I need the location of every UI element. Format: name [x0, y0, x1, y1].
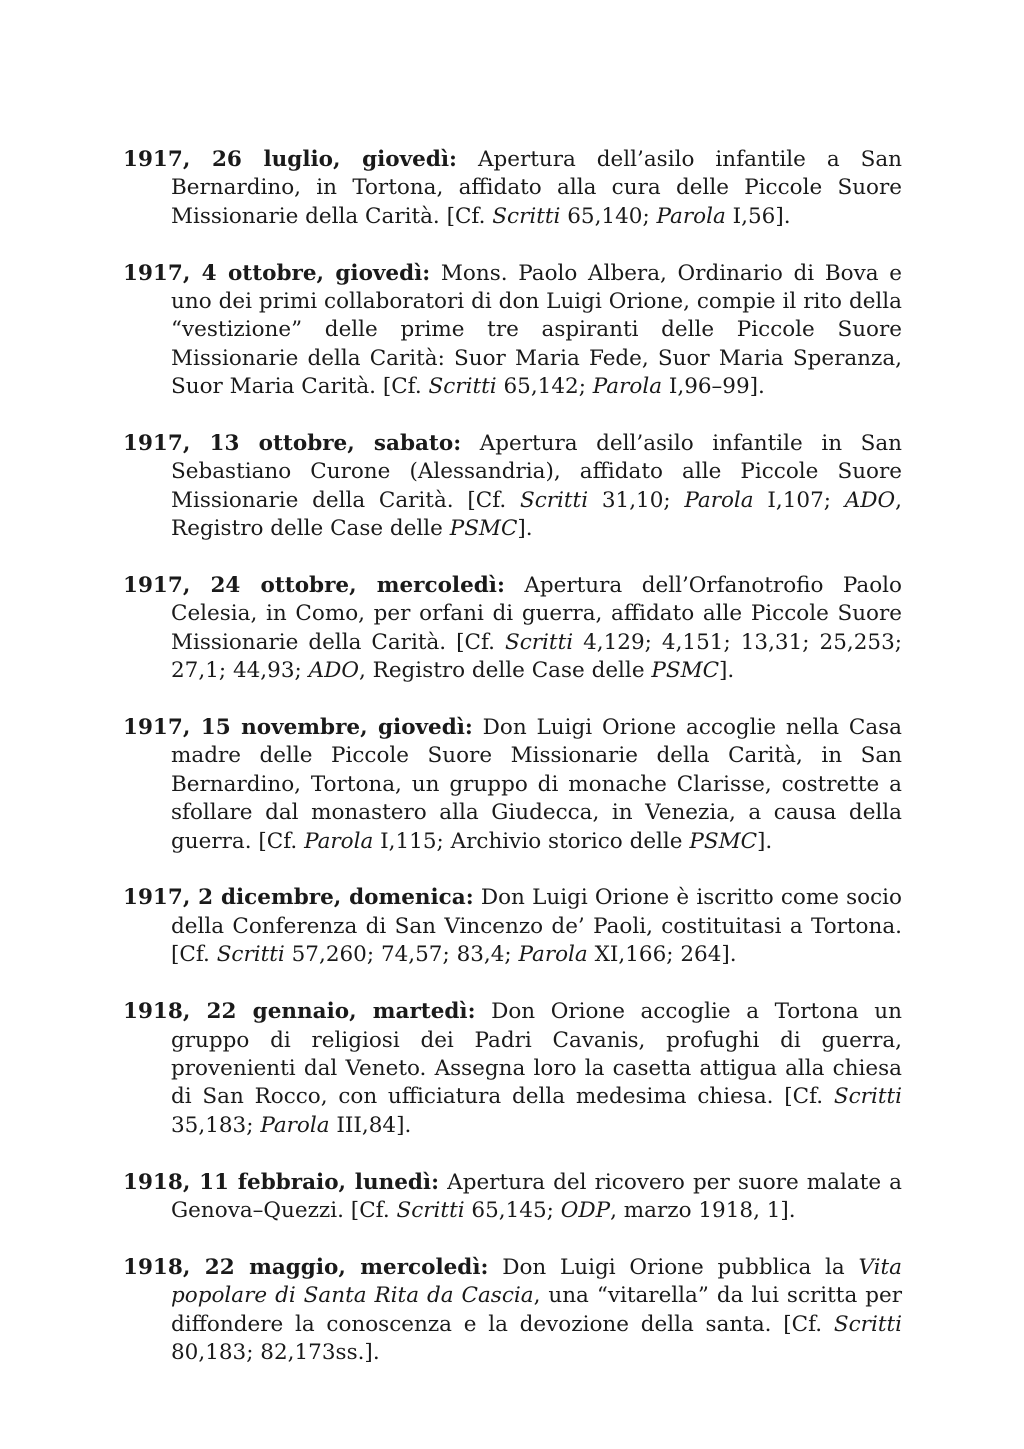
entry-date: 1917, 2 dicembre, domenica: [123, 885, 474, 911]
entry-date: 1917, 4 ottobre, giovedì: [123, 260, 431, 286]
entry-date: 1918, 22 gennaio, martedì: [123, 999, 476, 1025]
entry-text: Apertura dell’Orfanotrofio Paolo Celesia, in Como, per orfani di guerra, affidato alle Piccole Suore Missionarie della Carità. [Cf. [171, 573, 902, 655]
chronology-entry [123, 884, 902, 969]
entry-text: Apertura dell’asilo infantile a San Bernardino, in Tortona, affidato alla cura delle Piccole Suore Missionarie della Carità. [Cf. [171, 147, 903, 229]
entry-date: 1917, 24 ottobre, mercoledì: [123, 573, 505, 599]
entry-text: 35,183; [171, 1112, 261, 1138]
entry-citation-italic: Parola [304, 828, 374, 854]
entry-text: 4,129; 4,151; 13,31; 25,253; 27,1; 44,93; [171, 629, 902, 684]
entry-citation-italic: PSMC [651, 658, 720, 684]
chronology-page [123, 146, 902, 1396]
entry-text: Apertura del ricovero per suore malate a Genova–Quezzi. [Cf. [171, 1169, 902, 1223]
entry-text: ]. [719, 658, 735, 684]
entry-text: 65,145; [464, 1197, 561, 1223]
entry-text: Apertura dell’asilo infantile in San Sebastiano Curone (Alessandria), affidato alle Piccole Suore Missionarie della Carità. [Cf. [171, 431, 902, 513]
chronology-entry [123, 1169, 902, 1226]
entry-date: 1918, 22 maggio, mercoledì: [123, 1254, 489, 1280]
entry-text: Don Luigi Orione accoglie nella Casa madre delle Piccole Suore Missionarie della Carità, in San Bernardino, Tortona, un gruppo di monache Clarisse, costrette a sfollare dal monastero alla Giudecca, in Venezia, a causa della guerra. [Cf. [171, 715, 902, 854]
entry-citation-italic: ODP [560, 1197, 611, 1223]
entry-text: Don Luigi Orione pubblica la [488, 1254, 859, 1280]
entry-text: 57,260; 74,57; 83,4; [284, 942, 519, 968]
entry-text: , una “vitarella” da lui scritta per diffondere la conoscenza e la devozione della santa. [Cf. [171, 1283, 902, 1337]
entry-citation-italic: Vita popolare di Santa Rita da Cascia [171, 1254, 902, 1309]
entry-citation-italic: Parola [260, 1112, 330, 1138]
entry-citation-italic: Scritti [833, 1084, 902, 1110]
entry-citation-italic: PSMC [449, 516, 518, 542]
entry-citation-italic: Parola [684, 487, 754, 513]
entry-date: 1917, 13 ottobre, sabato: [123, 431, 462, 457]
entry-citation-italic: Parola [656, 203, 726, 229]
entry-text: 65,142; [496, 374, 593, 400]
entry-citation-italic: PSMC [689, 828, 758, 854]
entry-citation-italic: Parola [592, 374, 663, 400]
entry-text: 80,183; 82,173ss.]. [171, 1339, 380, 1365]
entry-text: 65,140; [560, 203, 657, 229]
entry-citation-italic: Scritti [216, 942, 285, 968]
entry-text: , Registro delle Case delle [358, 658, 652, 684]
entry-text: XI,166; 264]. [587, 942, 737, 968]
chronology-entry [123, 998, 902, 1140]
entry-text: , Registro delle Case delle [171, 487, 902, 542]
entry-text: 31,10; [588, 487, 685, 513]
entry-citation-italic: Scritti [428, 374, 497, 400]
entry-text: III,84]. [329, 1112, 412, 1138]
entry-citation-italic: ADO [844, 487, 896, 513]
chronology-entry [123, 430, 902, 544]
entry-text: I,96–99]. [662, 374, 765, 400]
entry-text: I,115; Archivio storico delle [373, 828, 690, 854]
entry-citation-italic: Scritti [505, 629, 574, 655]
entry-text: , marzo 1918, 1]. [610, 1197, 796, 1223]
entry-text: ]. [517, 516, 533, 542]
entry-text: I,56]. [725, 203, 791, 229]
entry-text: Don Luigi Orione è iscritto come socio della Conferenza di San Vincenzo de’ Paoli, costituitasi a Tortona. [Cf. [171, 885, 902, 968]
entry-citation-italic: Scritti [396, 1197, 465, 1223]
entry-date: 1917, 15 novembre, giovedì: [123, 715, 473, 741]
chronology-entry [123, 572, 902, 686]
entry-citation-italic: Parola [518, 942, 588, 968]
entry-citation-italic: Scritti [833, 1311, 902, 1337]
entry-date: 1918, 11 febbraio, lunedì: [123, 1169, 440, 1195]
entry-text: ]. [757, 828, 773, 854]
entry-citation-italic: ADO [308, 658, 359, 684]
chronology-entry [123, 260, 902, 402]
entry-citation-italic: Scritti [519, 487, 589, 513]
entry-date: 1917, 26 luglio, giovedì: [123, 147, 457, 172]
entry-text: Don Orione accoglie a Tortona un gruppo di religiosi dei Padri Cavanis, profughi di guerra, provenienti dal Veneto. Assegna loro la casetta attigua alla chiesa di San Rocco, con ufficiatura della medesima chiesa. [Cf. [171, 999, 902, 1110]
chronology-entry [123, 1254, 902, 1368]
entry-text: Mons. Paolo Albera, Ordinario di Bova e uno dei primi collaboratori di don Luigi Orione, compie il rito della “vestizione” delle prime tre aspiranti delle Piccole Suore Missionarie della Carità: Suor Maria Fede, Suor Maria Speranza, Suor Maria Carità. [Cf. [171, 260, 902, 400]
entry-citation-italic: Scritti [492, 203, 561, 229]
chronology-entry [123, 146, 902, 231]
chronology-entry [123, 714, 902, 856]
entry-text: I,107; [753, 487, 845, 513]
